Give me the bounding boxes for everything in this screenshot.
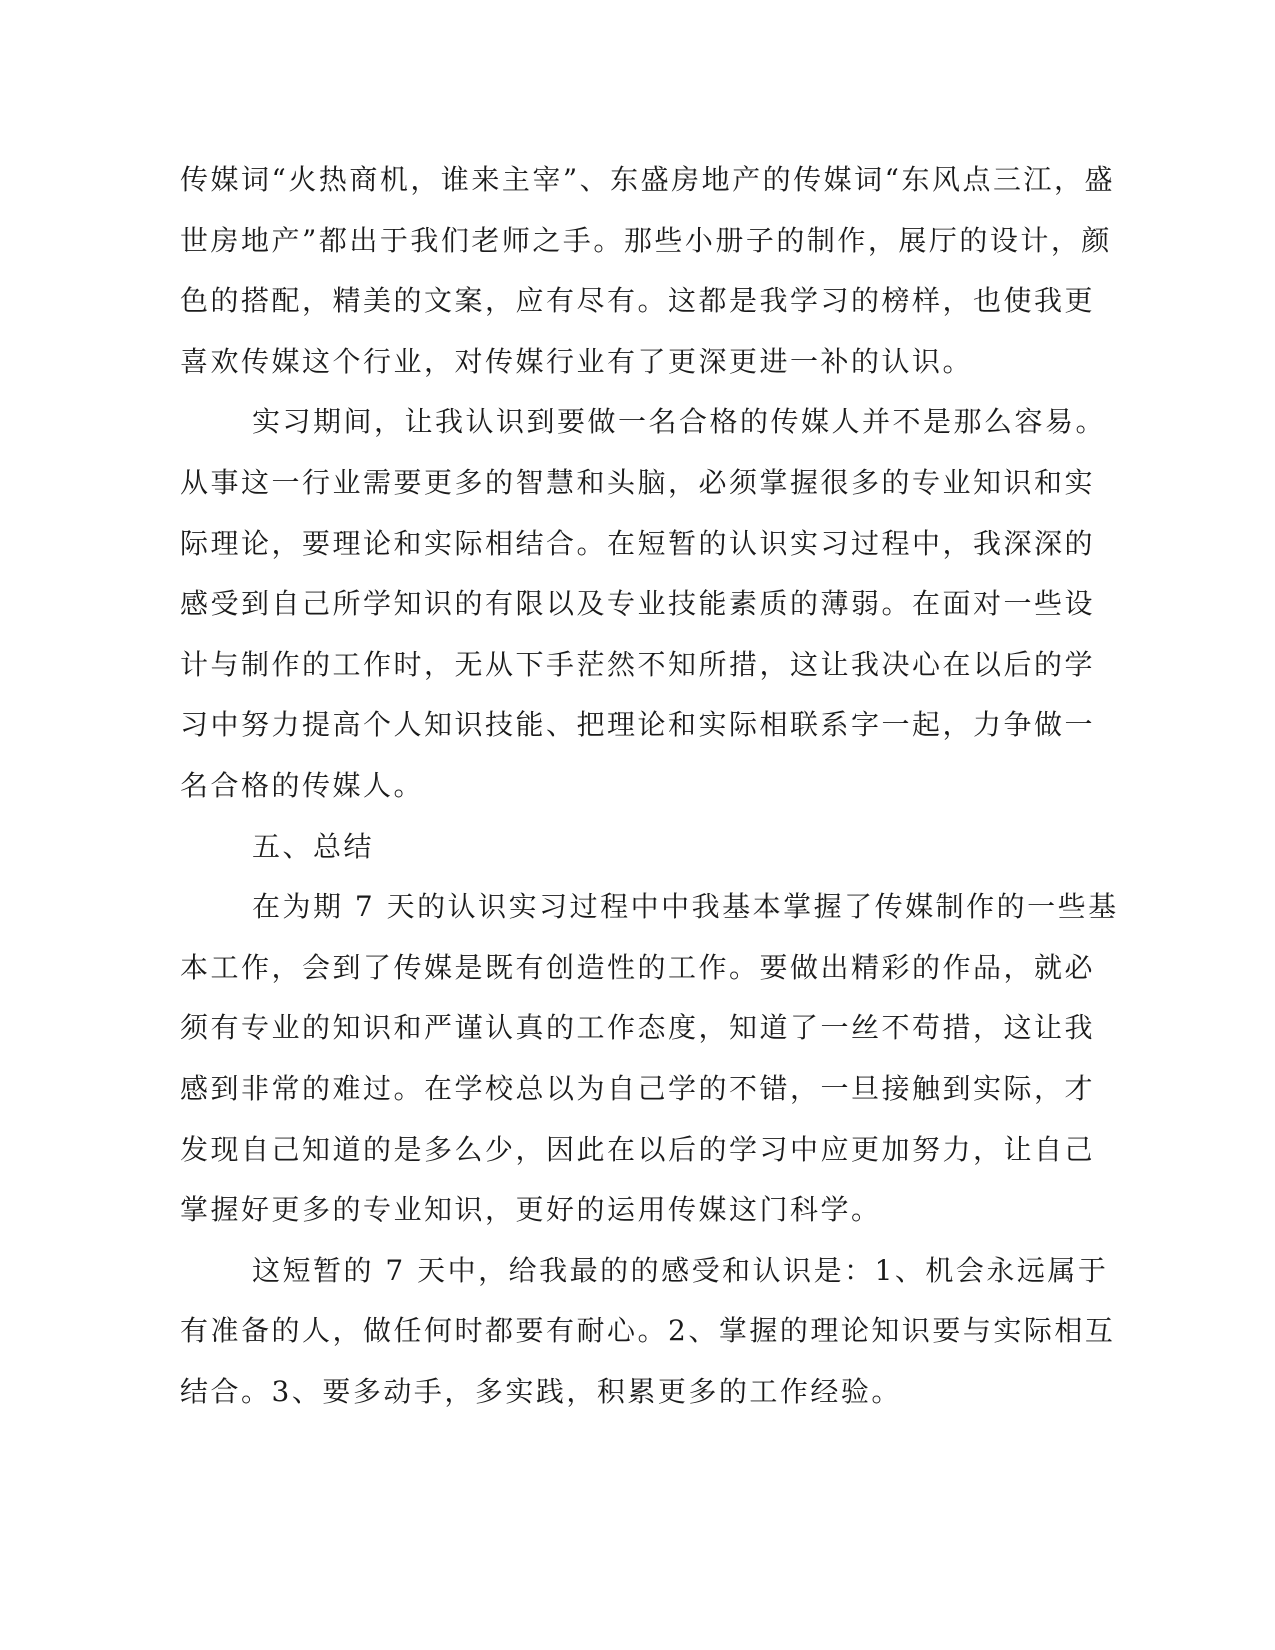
text-line: 色的搭配，精美的文案，应有尽有。这都是我学习的榜样，也使我更: [180, 284, 1096, 318]
text-line: 传媒词“火热商机，谁来主宰”、东盛房地产的传媒词“东风点三江，盛: [180, 163, 1115, 196]
text-line: 在为期 7 天的认识实习过程中中我基本掌握了传媒制作的一些基: [252, 890, 1119, 924]
text-line: 这短暂的 7 天中，给我最的的感受和认识是：1、机会永远属于: [252, 1253, 1109, 1287]
text-line: 发现自己知道的是多么少，因此在以后的学习中应更加努力，让自己: [180, 1132, 1096, 1166]
text-line: 习中努力提高个人知识技能、把理论和实际相联系字一起，力争做一: [180, 708, 1096, 742]
text-line: 际理论，要理论和实际相结合。在短暂的认识实习过程中，我深深的: [180, 526, 1096, 560]
text-line: 本工作，会到了传媒是既有创造性的工作。要做出精彩的作品，就必: [180, 950, 1096, 984]
text-line: 世房地产”都出于我们老师之手。那些小册子的制作，展厅的设计，颜: [180, 223, 1112, 257]
text-line: 感到非常的难过。在学校总以为自己学的不错，一旦接触到实际，才: [180, 1071, 1096, 1105]
text-line: 掌握好更多的专业知识，更好的运用传媒这门科学。: [180, 1193, 882, 1227]
section-heading: 五、总结: [252, 829, 375, 863]
text-line: 喜欢传媒这个行业，对传媒行业有了更深更进一补的认识。: [180, 344, 974, 378]
text-line: 结合。3、要多动手，多实践，积累更多的工作经验。: [180, 1374, 902, 1408]
text-line: 须有专业的知识和严谨认真的工作态度，知道了一丝不苟措，这让我: [180, 1011, 1096, 1045]
text-line: 感受到自己所学知识的有限以及专业技能素质的薄弱。在面对一些设: [180, 587, 1096, 621]
text-line: 计与制作的工作时，无从下手茫然不知所措，这让我决心在以后的学: [180, 647, 1096, 681]
text-line: 实习期间，让我认识到要做一名合格的传媒人并不是那么容易。: [252, 405, 1107, 439]
text-line: 有准备的人，做任何时都要有耐心。2、掌握的理论知识要与实际相互: [180, 1314, 1116, 1348]
text-line: 名合格的传媒人。: [180, 768, 425, 802]
document-body: [180, 150, 1119, 1422]
text-line: 从事这一行业需要更多的智慧和头脑，必须掌握很多的专业知识和实: [180, 465, 1096, 499]
